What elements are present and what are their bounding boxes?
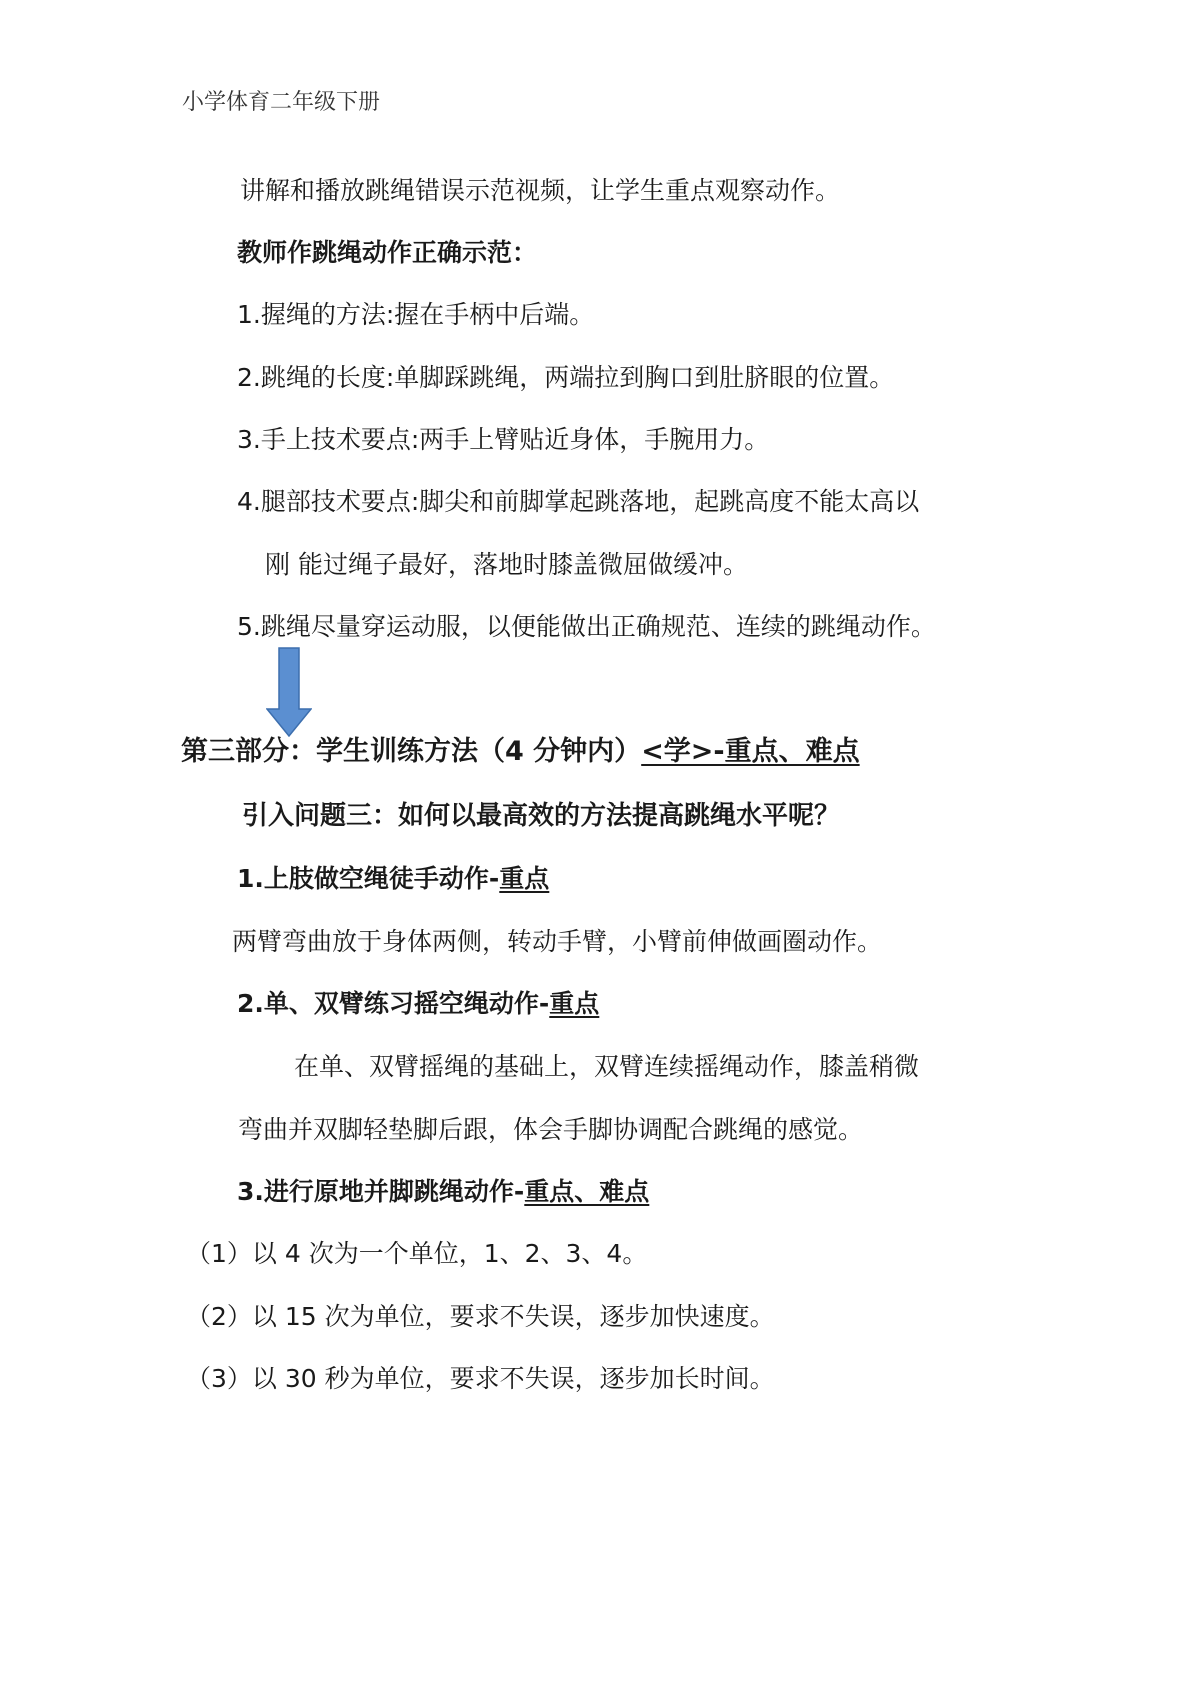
demo-point-5: 5.跳绳尽量穿运动服，以便能做出正确规范、连续的跳绳动作。	[237, 612, 936, 641]
demo-point-1: 1.握绳的方法:握在手柄中后端。	[237, 300, 595, 329]
step-2-prefix: 2.单、双臂练习摇空绳动作-	[237, 989, 550, 1018]
step-3-prefix: 3.进行原地并脚跳绳动作-	[237, 1177, 525, 1206]
step-2-description-line-1: 在单、双臂摇绳的基础上，双臂连续摇绳动作，膝盖稍微	[294, 1052, 920, 1081]
down-arrow-icon	[266, 647, 312, 737]
demo-heading: 教师作跳绳动作正确示范：	[237, 238, 538, 267]
step-1-emphasis: 重点	[499, 864, 550, 893]
step-1-description: 两臂弯曲放于身体两侧，转动手臂，小臂前伸做画圈动作。	[232, 927, 883, 956]
step-3-item-3: （3）以 30 秒为单位，要求不失误，逐步加长时间。	[186, 1364, 775, 1393]
step-1-prefix: 1.上肢做空绳徒手动作-	[237, 864, 500, 893]
step-1-heading	[237, 866, 549, 891]
video-explanation-line: 讲解和播放跳绳错误示范视频，让学生重点观察动作。	[240, 176, 841, 205]
step-3-item-2: （2）以 15 次为单位，要求不失误，逐步加快速度。	[186, 1302, 775, 1331]
step-2-description-line-2: 弯曲并双脚轻垫脚后跟，体会手脚协调配合跳绳的感觉。	[238, 1115, 864, 1144]
step-3-heading	[237, 1179, 649, 1204]
step-3-emphasis: 重点、难点	[524, 1177, 650, 1206]
section-three-title-underlined: <学>-重点、难点	[641, 736, 860, 767]
section-three-title	[181, 738, 860, 765]
section-three-title-main: 第三部分：学生训练方法（4 分钟内）	[181, 736, 642, 767]
demo-point-3: 3.手上技术要点:两手上臂贴近身体，手腕用力。	[237, 425, 770, 454]
question-three: 引入问题三：如何以最高效的方法提高跳绳水平呢？	[242, 801, 841, 831]
demo-point-4: 4.腿部技术要点:脚尖和前脚掌起跳落地，起跳高度不能太高以	[237, 487, 920, 516]
header-text: 小学体育二年级下册	[182, 90, 381, 115]
demo-point-4-continued: 刚 能过绳子最好，落地时膝盖微屈做缓冲。	[265, 550, 748, 579]
step-3-item-1: （1）以 4 次为一个单位，1、2、3、4。	[186, 1239, 648, 1268]
step-2-emphasis: 重点	[549, 989, 600, 1018]
demo-point-2: 2.跳绳的长度:单脚踩跳绳，两端拉到胸口到肚脐眼的位置。	[237, 363, 895, 392]
step-2-heading	[237, 991, 599, 1016]
